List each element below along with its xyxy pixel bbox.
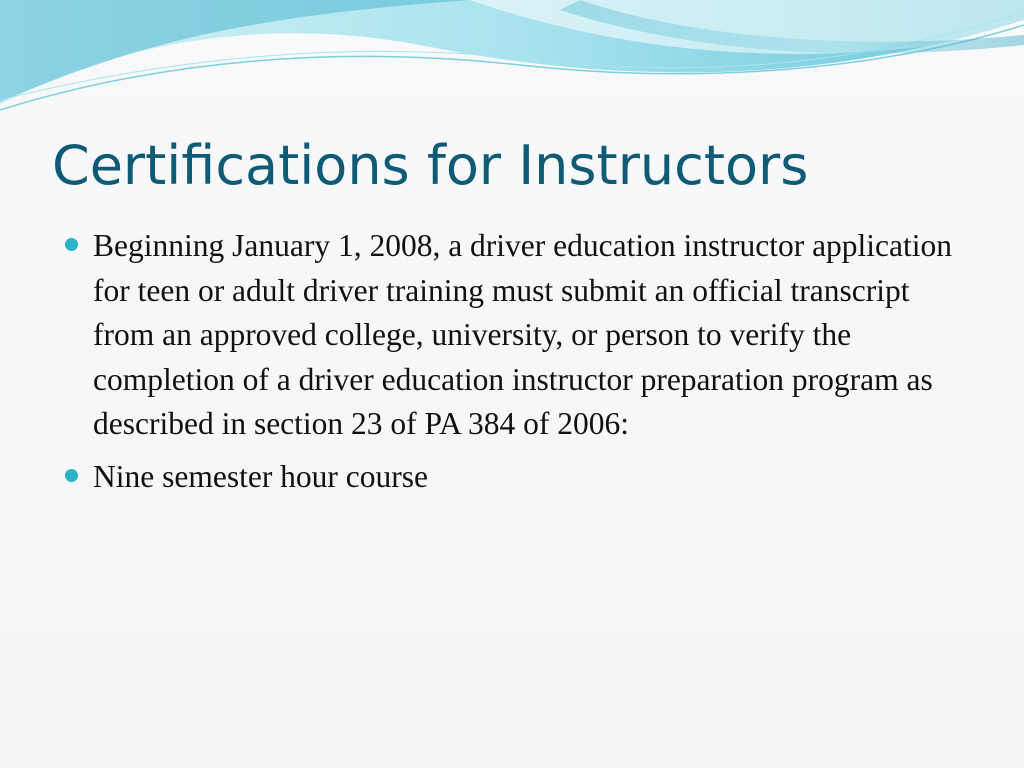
- slide-title: Certifications for Instructors: [52, 134, 809, 197]
- bullet-text: Nine semester hour course: [93, 458, 429, 494]
- bullet-dot-icon: [65, 469, 78, 482]
- header-wave-decoration: [0, 0, 1024, 130]
- bullet-item: [62, 455, 962, 500]
- bullet-text: Beginning January 1, 2008, a driver education instructor application for teen or adult driver training must submit an official transcript from an approved college, university, or person to verify the completion of a driver education instructor preparation program as described in section 23 of PA 384 of 2006:: [93, 228, 953, 441]
- bullet-item: [62, 224, 962, 447]
- bullet-list: [62, 224, 962, 507]
- bullet-dot-icon: [65, 238, 78, 251]
